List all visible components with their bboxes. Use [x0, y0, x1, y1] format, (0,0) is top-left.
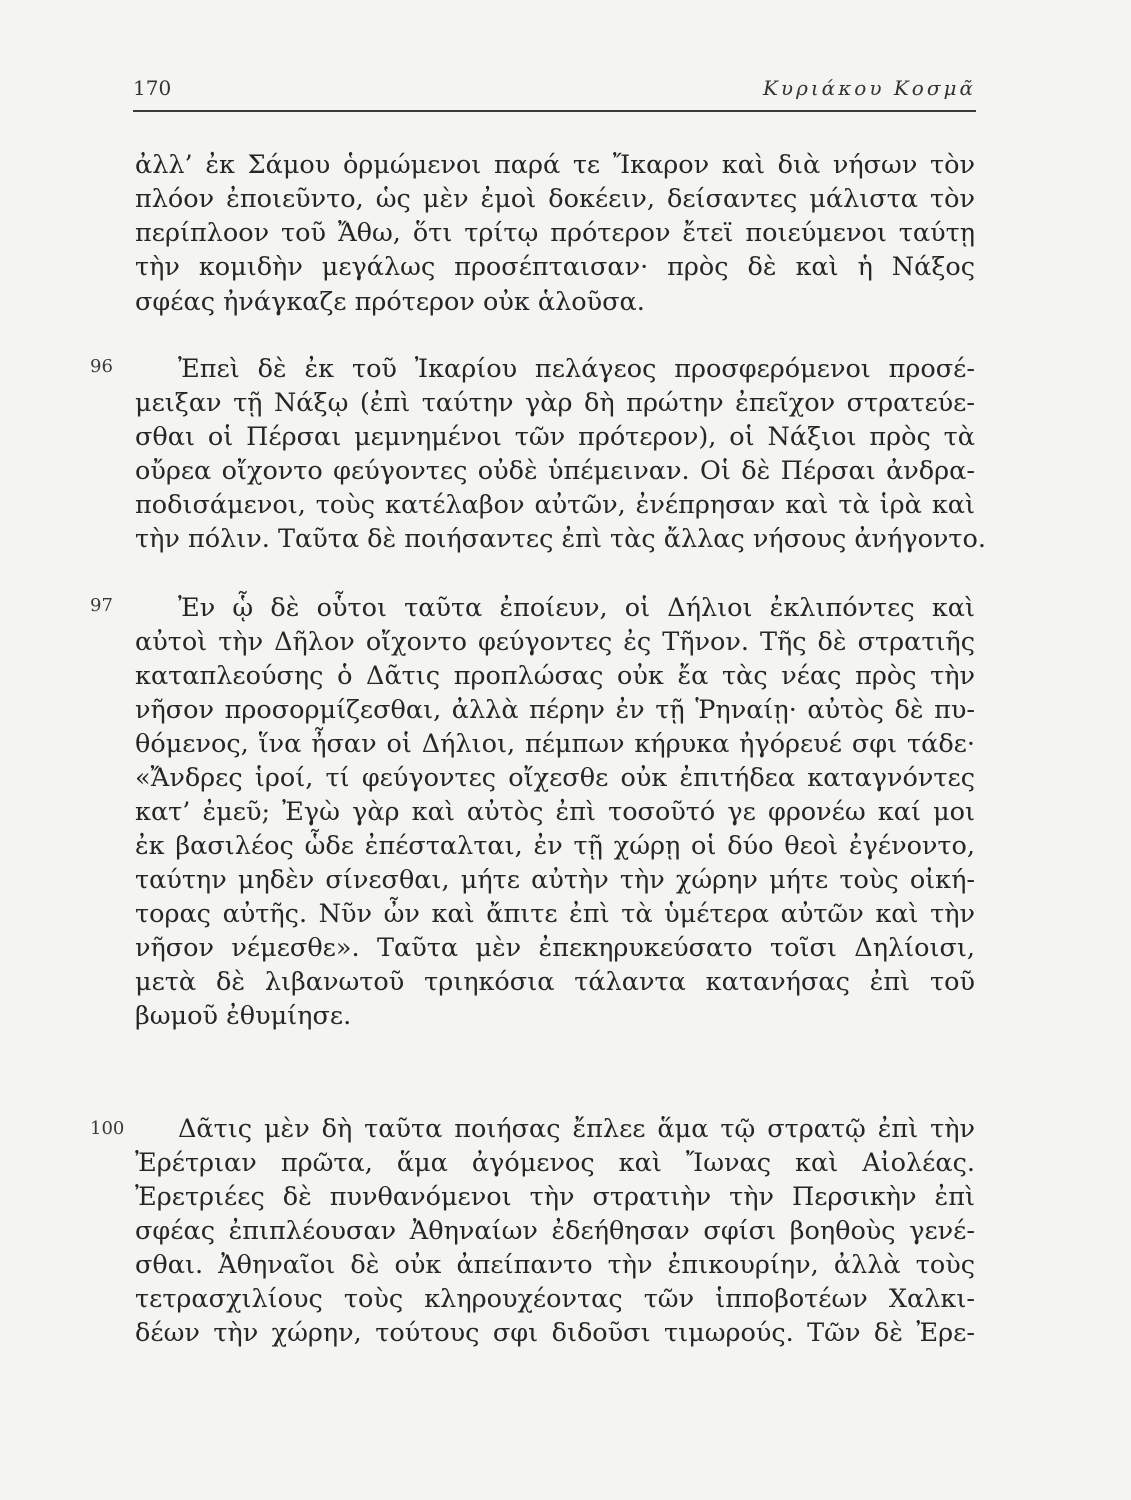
text-line: μειξαν τῇ Νάξῳ (ἐπὶ ταύτην γὰρ δὴ πρώτην ἐπεῖχον στρατεύε- — [135, 388, 975, 418]
text-line: θόμενος, ἵνα ἦσαν οἱ Δήλιοι, πέμπων κήρυκα ἠγόρευέ σφι τάδε· — [135, 729, 975, 759]
text-line: νῆσον προσορμίζεσθαι, ἀλλὰ πέρην ἐν τῇ Ῥηναίῃ· αὐτὸς δὲ πυ- — [135, 695, 975, 725]
text-line: σφέας ἠνάγκαζε πρότερον οὐκ ἁλοῦσα. — [135, 287, 645, 317]
text-line: ταύτην μηδὲν σίνεσθαι, μήτε αὐτὴν τὴν χώρην μήτε τοὺς οἰκή- — [135, 865, 975, 895]
text-line: σθαι οἱ Πέρσαι μεμνημένοι τῶν πρότερον), οἱ Νάξιοι πρὸς τὰ — [135, 422, 975, 452]
text-line: περίπλοον τοῦ Ἄθω, ὅτι τρίτῳ πρότερον ἔτεϊ ποιεύμενοι ταύτῃ — [135, 218, 975, 248]
text-line: μετὰ δὲ λιβανωτοῦ τριηκόσια τάλαντα κατανήσας ἐπὶ τοῦ — [135, 967, 975, 997]
text-line: βωμοῦ ἐθυμίησε. — [135, 1001, 352, 1031]
text-line: αὐτοὶ τὴν Δῆλον οἴχοντο φεύγοντες ἐς Τῆνον. Τῆς δὲ στρατιῆς — [135, 627, 975, 657]
section-number-100: 100 — [90, 1118, 125, 1139]
text-line: οὔρεα οἴχοντο φεύγοντες οὐδὲ ὑπέμειναν. Οἱ δὲ Πέρσαι ἀνδρα- — [135, 456, 975, 486]
text-line: σθαι. Ἀθηναῖοι δὲ οὐκ ἀπείπαντο τὴν ἐπικουρίην, ἀλλὰ τοὺς — [135, 1250, 975, 1280]
text-line: Ἐπεὶ δὲ ἐκ τοῦ Ἰκαρίου πελάγεος προσφερόμενοι προσέ- — [178, 354, 975, 384]
text-line: τορας αὐτῆς. Νῦν ὦν καὶ ἄπιτε ἐπὶ τὰ ὑμέτερα αὐτῶν καὶ τὴν — [135, 899, 975, 929]
page-number: 170 — [133, 76, 172, 100]
text-line: δέων τὴν χώρην, τούτους σφι διδοῦσι τιμωρούς. Τῶν δὲ Ἐρε- — [135, 1318, 975, 1348]
text-line: πλόον ἐποιεῦντο, ὡς μὲν ἐμοὶ δοκέειν, δείσαντες μάλιστα τὸν — [135, 184, 975, 214]
text-line: τετρασχιλίους τοὺς κληρουχέοντας τῶν ἱπποβοτέων Χαλκι- — [135, 1284, 975, 1314]
text-line: «Ἄνδρες ἱροί, τί φεύγοντες οἴχεσθε οὐκ ἐπιτήδεα καταγνόντες — [135, 763, 975, 793]
text-line: ἀλλ’ ἐκ Σάμου ὁρμώμενοι παρά τε Ἴκαρον καὶ διὰ νήσων τὸν — [135, 150, 975, 180]
text-line: τὴν κομιδὴν μεγάλως προσέπταισαν· πρὸς δὲ καὶ ἡ Νάξος — [135, 252, 975, 282]
text-line: Ἐρετριέες δὲ πυνθανόμενοι τὴν στρατιὴν τὴν Περσικὴν ἐπὶ — [135, 1182, 975, 1212]
text-line: Ἐρέτριαν πρῶτα, ἅμα ἀγόμενος καὶ Ἴωνας καὶ Αἰολέας. — [135, 1148, 975, 1178]
section-number-96: 96 — [90, 356, 113, 377]
text-line: Δᾶτις μὲν δὴ ταῦτα ποιήσας ἔπλεε ἅμα τῷ στρατῷ ἐπὶ τὴν — [178, 1114, 975, 1144]
text-line: Ἐν ᾧ δὲ οὗτοι ταῦτα ἐποίευν, οἱ Δήλιοι ἐκλιπόντες καὶ — [178, 593, 975, 623]
section-number-97: 97 — [90, 595, 113, 616]
text-line: τὴν πόλιν. Ταῦτα δὲ ποιήσαντες ἐπὶ τὰς ἄλλας νήσους ἀνήγοντο. — [135, 524, 987, 554]
text-line: καταπλεούσης ὁ Δᾶτις προπλώσας οὐκ ἔα τὰς νέας πρὸς τὴν — [135, 661, 975, 691]
text-line: ἐκ βασιλέος ὧδε ἐπέσταλται, ἐν τῇ χώρῃ οἱ δύο θεοὶ ἐγένοντο, — [135, 831, 975, 861]
running-head: Κυριάκου Κοσμᾶ — [762, 76, 976, 100]
text-line: σφέας ἐπιπλέουσαν Ἀθηναίων ἐδεήθησαν σφίσι βοηθοὺς γενέ- — [135, 1216, 975, 1246]
header-rule — [133, 110, 976, 112]
text-line: νῆσον νέμεσθε». Ταῦτα μὲν ἐπεκηρυκεύσατο τοῖσι Δηλίοισι, — [135, 933, 975, 963]
text-line: κατ’ ἐμεῦ; Ἐγὼ γὰρ καὶ αὐτὸς ἐπὶ τοσοῦτό γε φρονέω καί μοι — [135, 797, 975, 827]
text-line: ποδισάμενοι, τοὺς κατέλαβον αὐτῶν, ἐνέπρησαν καὶ τὰ ἱρὰ καὶ — [135, 490, 975, 520]
